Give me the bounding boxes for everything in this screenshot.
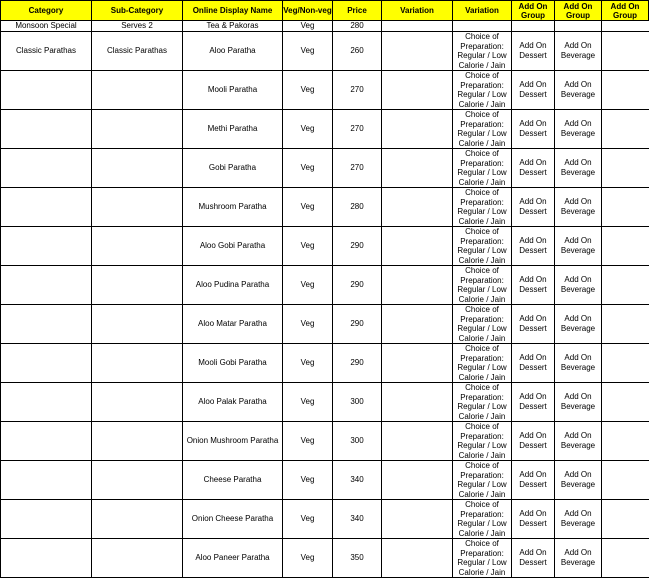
subcategory-cell (92, 500, 183, 539)
addon-cell (602, 461, 649, 500)
variation-cell (382, 344, 453, 383)
category-cell (1, 71, 92, 110)
table-row (1, 71, 649, 110)
variation-choice-cell: Choice of Preparation: Regular / Low Calorie / Jain (453, 71, 512, 110)
variation-cell (382, 461, 453, 500)
veg-cell: Veg (283, 110, 333, 149)
subcategory-cell (92, 461, 183, 500)
addon-dessert-cell: Add On Dessert (512, 149, 555, 188)
addon-cell (512, 21, 555, 32)
variation-cell (382, 71, 453, 110)
addon-cell (602, 383, 649, 422)
veg-cell: Veg (283, 344, 333, 383)
subcategory-cell (92, 539, 183, 578)
category-cell (1, 266, 92, 305)
price-cell: 300 (333, 422, 382, 461)
addon-dessert-cell: Add On Dessert (512, 500, 555, 539)
veg-cell: Veg (283, 227, 333, 266)
variation-cell (382, 227, 453, 266)
addon-cell (602, 110, 649, 149)
variation-choice-cell: Choice of Preparation: Regular / Low Calorie / Jain (453, 422, 512, 461)
addon-dessert-cell: Add On Dessert (512, 344, 555, 383)
addon-dessert-cell: Add On Dessert (512, 383, 555, 422)
subcategory-cell: Classic Parathas (92, 32, 183, 71)
variation-choice-cell: Choice of Preparation: Regular / Low Calorie / Jain (453, 383, 512, 422)
header-variation-2: Variation (453, 1, 512, 21)
addon-beverage-cell: Add On Beverage (555, 227, 602, 266)
category-cell (1, 344, 92, 383)
table-row (1, 344, 649, 383)
category-cell (1, 383, 92, 422)
variation-choice-cell: Choice of Preparation: Regular / Low Calorie / Jain (453, 188, 512, 227)
category-cell (1, 500, 92, 539)
addon-beverage-cell: Add On Beverage (555, 266, 602, 305)
variation-choice-cell: Choice of Preparation: Regular / Low Calorie / Jain (453, 500, 512, 539)
header-addon-group-3: Add On Group (602, 1, 649, 21)
price-cell: 270 (333, 71, 382, 110)
veg-cell: Veg (283, 71, 333, 110)
variation-choice-cell: Choice of Preparation: Regular / Low Calorie / Jain (453, 344, 512, 383)
category-cell (1, 110, 92, 149)
display-name-cell: Onion Cheese Paratha (183, 500, 283, 539)
category-cell (1, 461, 92, 500)
header-addon-group-1: Add On Group (512, 1, 555, 21)
variation-cell (382, 110, 453, 149)
variation-cell (453, 21, 512, 32)
price-cell: 350 (333, 539, 382, 578)
price-cell: 290 (333, 227, 382, 266)
addon-dessert-cell: Add On Dessert (512, 461, 555, 500)
variation-choice-cell: Choice of Preparation: Regular / Low Calorie / Jain (453, 32, 512, 71)
addon-dessert-cell: Add On Dessert (512, 539, 555, 578)
veg-cell: Veg (283, 21, 333, 32)
price-cell: 280 (333, 21, 382, 32)
veg-cell: Veg (283, 500, 333, 539)
table-row (1, 227, 649, 266)
display-name-cell: Tea & Pakoras (183, 21, 283, 32)
addon-beverage-cell: Add On Beverage (555, 461, 602, 500)
variation-cell (382, 305, 453, 344)
variation-choice-cell: Choice of Preparation: Regular / Low Calorie / Jain (453, 110, 512, 149)
table-row (1, 266, 649, 305)
variation-cell (382, 149, 453, 188)
display-name-cell: Methi Paratha (183, 110, 283, 149)
table-row (1, 149, 649, 188)
header-subcategory: Sub-Category (92, 1, 183, 21)
addon-cell (602, 71, 649, 110)
price-cell: 340 (333, 500, 382, 539)
display-name-cell: Aloo Paratha (183, 32, 283, 71)
display-name-cell: Onion Mushroom Paratha (183, 422, 283, 461)
addon-dessert-cell: Add On Dessert (512, 188, 555, 227)
addon-cell (602, 21, 649, 32)
table-row (1, 500, 649, 539)
table-row (1, 21, 649, 32)
price-cell: 260 (333, 32, 382, 71)
variation-cell (382, 188, 453, 227)
subcategory-cell (92, 110, 183, 149)
variation-choice-cell: Choice of Preparation: Regular / Low Calorie / Jain (453, 266, 512, 305)
subcategory-cell (92, 149, 183, 188)
variation-choice-cell: Choice of Preparation: Regular / Low Calorie / Jain (453, 305, 512, 344)
subcategory-cell (92, 383, 183, 422)
subcategory-cell (92, 344, 183, 383)
addon-dessert-cell: Add On Dessert (512, 71, 555, 110)
display-name-cell: Cheese Paratha (183, 461, 283, 500)
addon-cell (602, 149, 649, 188)
display-name-cell: Aloo Matar Paratha (183, 305, 283, 344)
addon-dessert-cell: Add On Dessert (512, 266, 555, 305)
veg-cell: Veg (283, 539, 333, 578)
display-name-cell: Mooli Paratha (183, 71, 283, 110)
subcategory-cell (92, 188, 183, 227)
addon-beverage-cell: Add On Beverage (555, 383, 602, 422)
subcategory-cell (92, 71, 183, 110)
display-name-cell: Aloo Gobi Paratha (183, 227, 283, 266)
price-cell: 300 (333, 383, 382, 422)
table-row (1, 305, 649, 344)
price-cell: 290 (333, 305, 382, 344)
header-display-name: Online Display Name (183, 1, 283, 21)
subcategory-cell (92, 227, 183, 266)
addon-beverage-cell: Add On Beverage (555, 500, 602, 539)
category-cell (1, 188, 92, 227)
category-cell (1, 305, 92, 344)
display-name-cell: Mooli Gobi Paratha (183, 344, 283, 383)
addon-cell (602, 227, 649, 266)
addon-dessert-cell: Add On Dessert (512, 305, 555, 344)
addon-dessert-cell: Add On Dessert (512, 422, 555, 461)
variation-cell (382, 539, 453, 578)
variation-cell (382, 422, 453, 461)
addon-beverage-cell: Add On Beverage (555, 344, 602, 383)
addon-dessert-cell: Add On Dessert (512, 110, 555, 149)
addon-dessert-cell: Add On Dessert (512, 227, 555, 266)
header-category: Category (1, 1, 92, 21)
header-variation-1: Variation (382, 1, 453, 21)
price-cell: 290 (333, 266, 382, 305)
display-name-cell: Aloo Palak Paratha (183, 383, 283, 422)
table-row (1, 539, 649, 578)
display-name-cell: Mushroom Paratha (183, 188, 283, 227)
addon-cell (602, 188, 649, 227)
header-veg-nonveg: Veg/Non-veg (283, 1, 333, 21)
table-row (1, 110, 649, 149)
display-name-cell: Gobi Paratha (183, 149, 283, 188)
addon-beverage-cell: Add On Beverage (555, 188, 602, 227)
subcategory-cell (92, 422, 183, 461)
addon-cell (602, 266, 649, 305)
addon-beverage-cell: Add On Beverage (555, 149, 602, 188)
veg-cell: Veg (283, 422, 333, 461)
category-cell (1, 227, 92, 266)
veg-cell: Veg (283, 266, 333, 305)
price-cell: 280 (333, 188, 382, 227)
subcategory-cell (92, 266, 183, 305)
addon-cell (602, 500, 649, 539)
category-cell (1, 539, 92, 578)
veg-cell: Veg (283, 305, 333, 344)
table-row (1, 383, 649, 422)
category-cell (1, 422, 92, 461)
category-cell (1, 149, 92, 188)
price-cell: 270 (333, 110, 382, 149)
addon-beverage-cell: Add On Beverage (555, 110, 602, 149)
display-name-cell: Aloo Paneer Paratha (183, 539, 283, 578)
veg-cell: Veg (283, 149, 333, 188)
addon-beverage-cell: Add On Beverage (555, 71, 602, 110)
header-addon-group-2: Add On Group (555, 1, 602, 21)
category-cell: Monsoon Special (1, 21, 92, 32)
addon-beverage-cell: Add On Beverage (555, 32, 602, 71)
price-cell: 270 (333, 149, 382, 188)
price-cell: 340 (333, 461, 382, 500)
addon-cell (602, 422, 649, 461)
variation-cell (382, 32, 453, 71)
addon-cell (602, 305, 649, 344)
header-price: Price (333, 1, 382, 21)
addon-cell (555, 21, 602, 32)
addon-dessert-cell: Add On Dessert (512, 32, 555, 71)
display-name-cell: Aloo Pudina Paratha (183, 266, 283, 305)
veg-cell: Veg (283, 32, 333, 71)
subcategory-cell: Serves 2 (92, 21, 183, 32)
header-row (1, 1, 649, 21)
variation-cell (382, 266, 453, 305)
table-row (1, 422, 649, 461)
veg-cell: Veg (283, 461, 333, 500)
addon-cell (602, 32, 649, 71)
table-row (1, 32, 649, 71)
table-row (1, 461, 649, 500)
addon-beverage-cell: Add On Beverage (555, 305, 602, 344)
variation-cell (382, 383, 453, 422)
addon-cell (602, 344, 649, 383)
variation-choice-cell: Choice of Preparation: Regular / Low Calorie / Jain (453, 149, 512, 188)
subcategory-cell (92, 305, 183, 344)
veg-cell: Veg (283, 383, 333, 422)
addon-cell (602, 539, 649, 578)
category-cell: Classic Parathas (1, 32, 92, 71)
addon-beverage-cell: Add On Beverage (555, 539, 602, 578)
variation-choice-cell: Choice of Preparation: Regular / Low Calorie / Jain (453, 227, 512, 266)
veg-cell: Veg (283, 188, 333, 227)
variation-choice-cell: Choice of Preparation: Regular / Low Calorie / Jain (453, 539, 512, 578)
addon-beverage-cell: Add On Beverage (555, 422, 602, 461)
variation-cell (382, 21, 453, 32)
variation-choice-cell: Choice of Preparation: Regular / Low Calorie / Jain (453, 461, 512, 500)
table-row (1, 188, 649, 227)
price-cell: 290 (333, 344, 382, 383)
variation-cell (382, 500, 453, 539)
